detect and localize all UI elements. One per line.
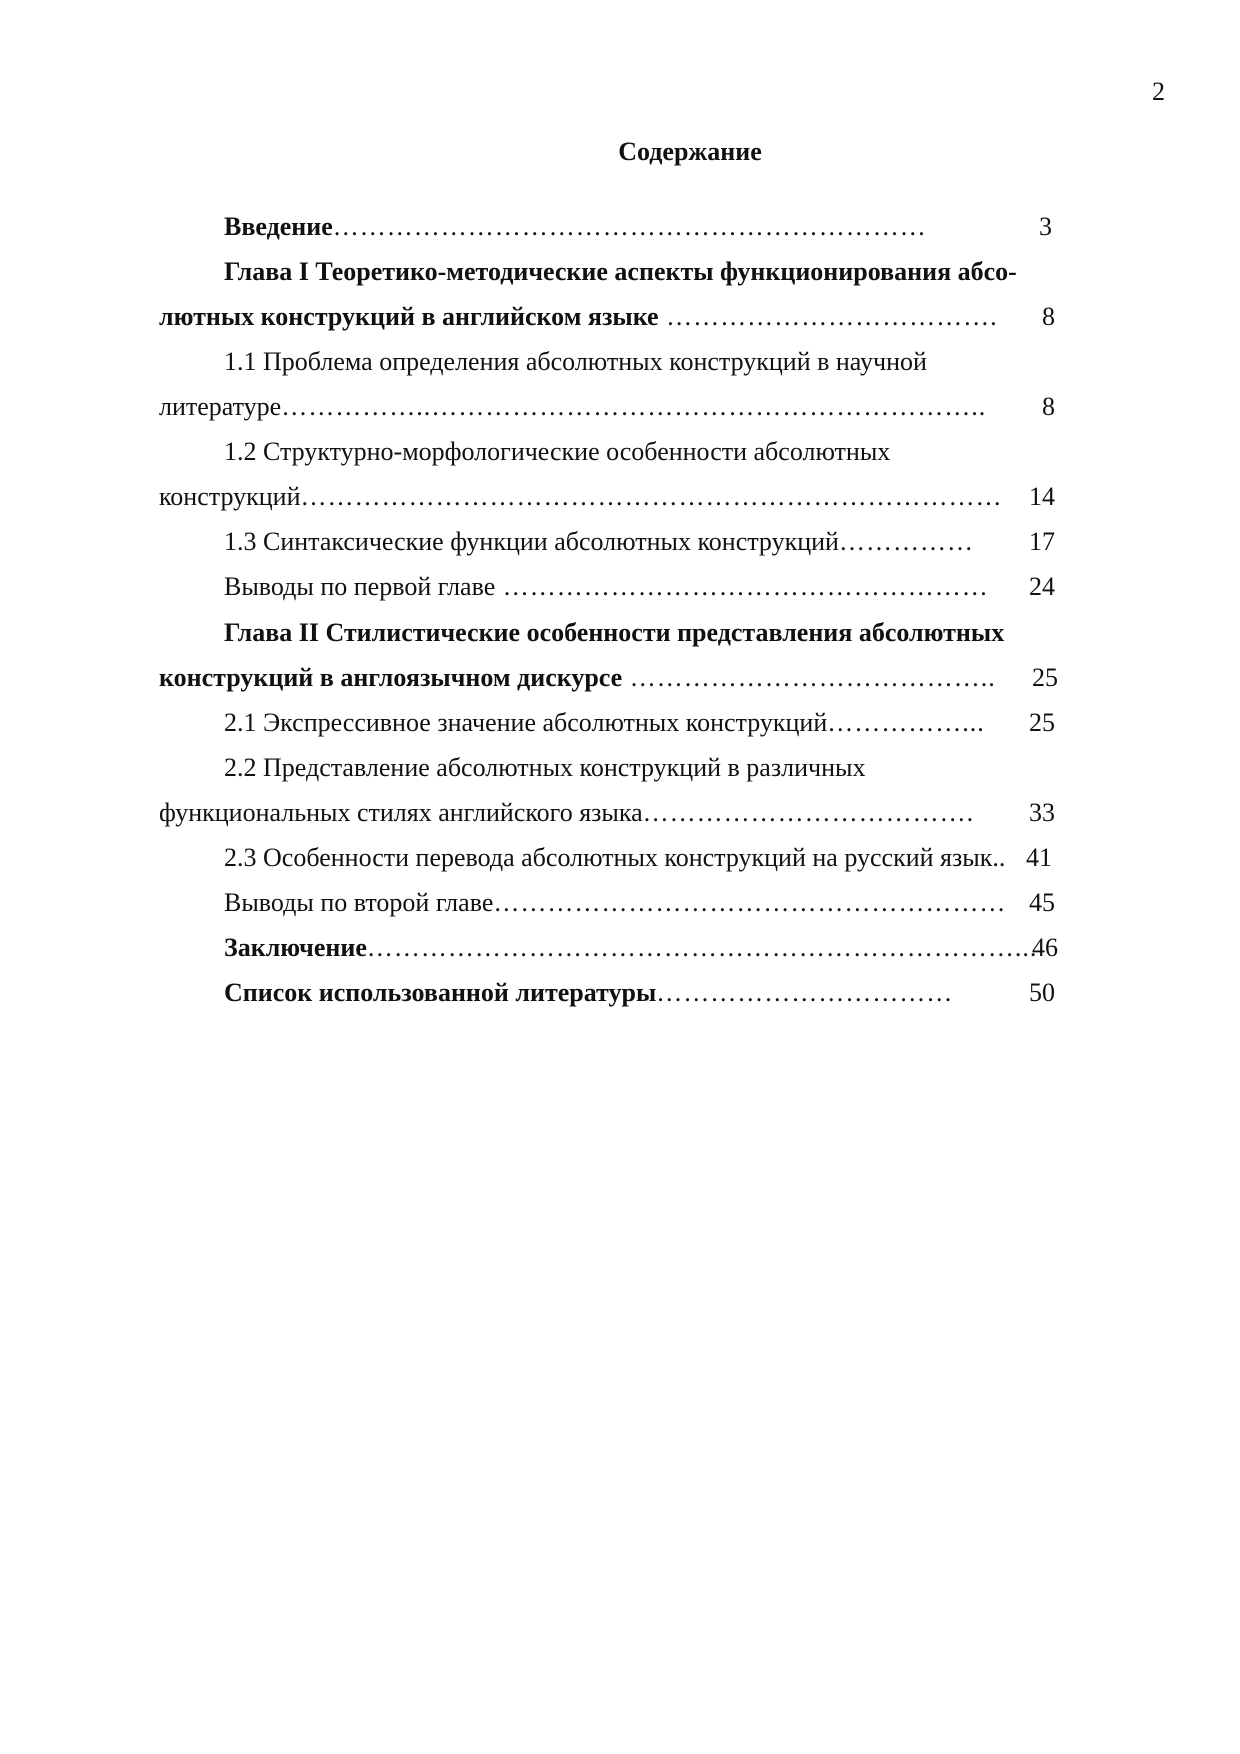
toc-leader-dots: …………………………………………………………: [332, 212, 927, 241]
toc-leader-dots: ……………..……………………………………………………..: [281, 392, 987, 421]
toc-page-number: 45: [1029, 888, 1055, 917]
toc-entry-chapter-1[interactable]: Глава I Теоретико-методические аспекты функционирования абсо-: [224, 257, 1017, 286]
toc-entry-title: Введение: [224, 212, 333, 241]
toc-entry-section-2-3[interactable]: [224, 841, 1005, 875]
toc-entry-section-1-1-cont: [159, 390, 986, 424]
toc-entry-section-1-2-cont: [159, 480, 1002, 514]
page-number: 2: [1152, 77, 1165, 106]
toc-page-number: 17: [1029, 527, 1055, 556]
toc-entry-title: конструкций: [159, 482, 301, 511]
toc-leader-dots: ………………………………………………: [495, 572, 989, 601]
toc-entry-section-2-1[interactable]: [224, 706, 985, 740]
toc-page-number: 25: [1032, 663, 1058, 692]
toc-page-number: 24: [1029, 572, 1055, 601]
toc-page-number: 41: [1026, 843, 1052, 872]
toc-entry-introduction[interactable]: [224, 210, 927, 244]
toc-entry-conclusion[interactable]: [224, 931, 1037, 965]
toc-entry-section-2-2[interactable]: 2.2 Представление абсолютных конструкций в различных: [224, 753, 866, 782]
toc-entry-title: Список использованной литературы: [224, 978, 657, 1007]
toc-leader-dots: ……………………………: [656, 978, 954, 1007]
toc-entry-title: Выводы по второй главе: [224, 888, 494, 917]
toc-entry-conclusions-1[interactable]: [224, 570, 989, 604]
toc-leader-dots: ………………………………………………………………...: [366, 933, 1038, 962]
toc-entry-title: Заключение: [224, 933, 367, 962]
toc-entry-title: конструкций в англоязычном дискурсе: [159, 663, 623, 692]
toc-leader-dots: ……………...: [827, 708, 985, 737]
toc-entry-chapter-1-cont: [159, 300, 998, 334]
toc-entry-chapter-2-cont: [159, 661, 996, 695]
toc-leader-dots: ……………………………….: [642, 798, 975, 827]
toc-entry-section-1-1[interactable]: 1.1 Проблема определения абсолютных конструкций в научной: [224, 347, 927, 376]
toc-page-number: 46: [1032, 933, 1058, 962]
toc-entry-title: 2.3 Особенности перевода абсолютных конструкций на русский язык..: [224, 843, 1006, 872]
toc-entry-references[interactable]: [224, 976, 953, 1010]
toc-leader-dots: ……………………………….: [658, 302, 998, 331]
toc-entry-section-1-2[interactable]: 1.2 Структурно-морфологические особенности абсолютных: [224, 437, 891, 466]
toc-leader-dots: …………………………………………………: [493, 888, 1007, 917]
toc-leader-dots: ……………………………………………………………………: [300, 482, 1003, 511]
toc-entry-chapter-2[interactable]: Глава II Стилистические особенности представления абсолютных: [224, 618, 1005, 647]
toc-entry-section-1-3[interactable]: [224, 525, 974, 559]
toc-page-number: 25: [1029, 708, 1055, 737]
toc-page-number: 33: [1029, 798, 1055, 827]
toc-page-number: 8: [1042, 302, 1055, 331]
toc-entry-title: литературе: [159, 392, 282, 421]
toc-entry-conclusions-2[interactable]: [224, 886, 1006, 920]
toc-entry-title: 2.1 Экспрессивное значение абсолютных конструкций: [224, 708, 828, 737]
toc-page-number: 8: [1042, 392, 1055, 421]
toc-page-number: 3: [1039, 212, 1052, 241]
toc-leader-dots: …………………………………..: [622, 663, 996, 692]
toc-entry-title: функциональных стилях английского языка: [159, 798, 643, 827]
toc-entry-title: лютных конструкций в английском языке: [159, 302, 659, 331]
toc-page-number: 50: [1029, 978, 1055, 1007]
page-title: Содержание: [618, 137, 762, 166]
toc-page-number: 14: [1029, 482, 1055, 511]
toc-entry-title: Выводы по первой главе: [224, 572, 496, 601]
toc-entry-section-2-2-cont: [159, 796, 974, 830]
toc-leader-dots: ……………: [838, 527, 974, 556]
toc-entry-title: 1.3 Синтаксические функции абсолютных конструкций: [224, 527, 839, 556]
